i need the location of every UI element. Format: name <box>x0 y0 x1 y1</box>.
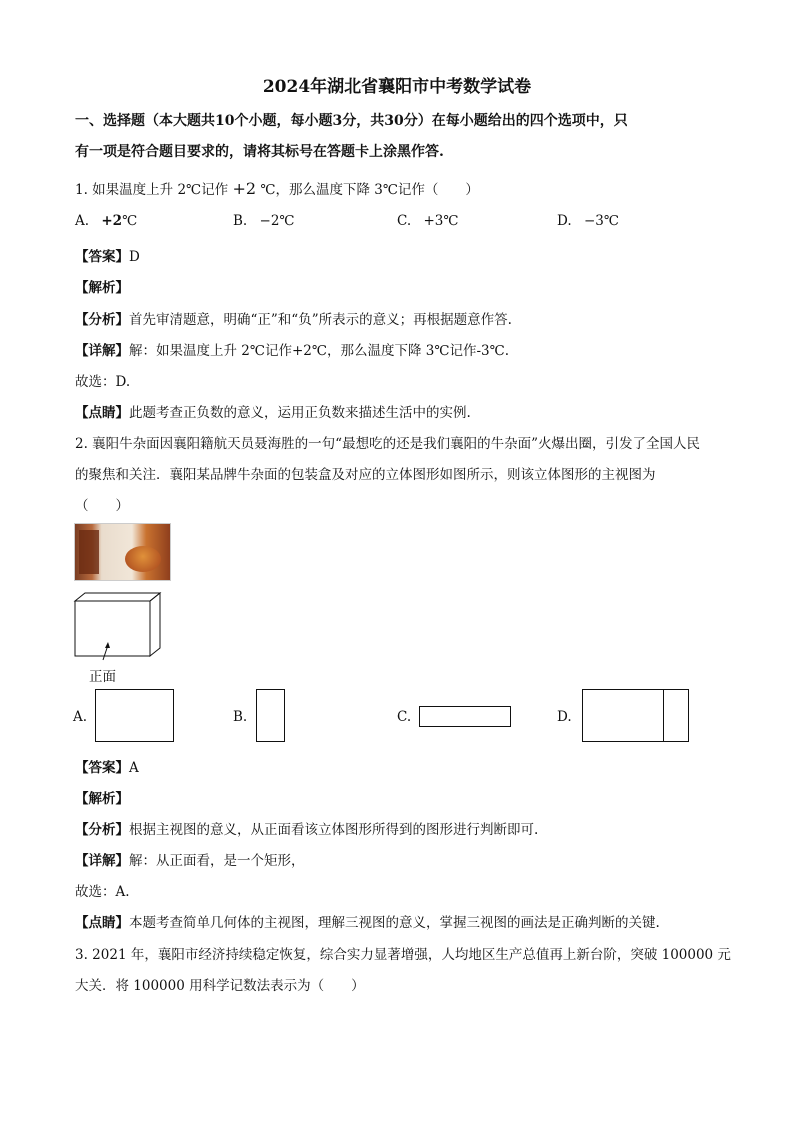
fenxi-text: 根据主视图的意义，从正面看该立体图形所得到的图形进行判断即可. <box>129 822 539 838</box>
xiangjie-tag: 【详解】 <box>75 853 129 869</box>
option-label: C. <box>397 213 412 229</box>
noodle-bowl-image <box>125 546 161 572</box>
option-value: +2 <box>101 213 123 229</box>
answer-value: D <box>129 249 140 265</box>
q2-option-a-label: A. <box>73 709 88 725</box>
q1-fenxi <box>75 308 512 328</box>
q2-dianjing <box>75 911 660 931</box>
cuboid-figure <box>70 590 170 680</box>
dianjing-text: 本题考查简单几何体的主视图，理解三视图的意义，掌握三视图的画法是正确判断的关键. <box>129 915 660 931</box>
noodle-package-photo <box>74 523 171 581</box>
q1-option-c <box>397 213 458 229</box>
q1-stem-part1: 1. 如果温度上升 2℃记作 <box>75 182 229 198</box>
q2-option-b-rectangle <box>256 689 285 742</box>
option-unit: ℃ <box>443 213 459 229</box>
q2-option-d-divider <box>663 690 664 741</box>
q2-xiangjie <box>75 849 305 869</box>
q1-answer <box>75 245 140 265</box>
q2-option-c-label: C. <box>397 709 412 725</box>
q2-option-c-rectangle <box>419 706 511 727</box>
q2-option-a-rectangle <box>95 689 174 742</box>
q1-stem <box>75 178 479 198</box>
q1-analysis-tag: 【解析】 <box>75 280 129 296</box>
option-label: A. <box>75 213 90 229</box>
q2-guxuan: 故选：A. <box>75 884 130 900</box>
section-header-line2: 有一项是符合题目要求的，请将其标号在答题卡上涂黑作答. <box>75 144 444 160</box>
q2-option-b-label: B. <box>233 709 248 725</box>
answer-tag: 【答案】 <box>75 760 129 776</box>
fenxi-tag: 【分析】 <box>75 312 129 328</box>
dianjing-text: 此题考查正负数的意义，运用正负数来描述生活中的实例. <box>129 405 471 421</box>
dianjing-tag: 【点睛】 <box>75 405 129 421</box>
q3-stem-line1: 3. 2021 年，襄阳市经济持续稳定恢复，综合实力显著增强，人均地区生产总值再上新台阶，突破 100000 元 <box>75 947 731 963</box>
option-label: D. <box>557 213 572 229</box>
q2-answer <box>75 756 139 776</box>
fenxi-text: 首先审清题意，明确“正”和“负”所表示的意义；再根据题意作答. <box>129 312 512 328</box>
q1-xiangjie <box>75 339 509 359</box>
fenxi-tag: 【分析】 <box>75 822 129 838</box>
option-unit: ℃ <box>603 213 619 229</box>
q1-guxuan: 故选：D. <box>75 374 131 390</box>
option-unit: ℃ <box>122 213 138 229</box>
q3-stem-line2: 大关．将 100000 用科学记数法表示为（ ） <box>75 978 365 994</box>
q2-stem-line1: 2. 襄阳牛杂面因襄阳籍航天员聂海胜的一句“最想吃的还是我们襄阳的牛杂面”火爆出圈，引发了全国人民 <box>75 436 700 452</box>
q1-dianjing <box>75 401 471 421</box>
q1-option-b <box>233 213 295 229</box>
q1-option-a <box>75 213 137 229</box>
option-value: +3 <box>423 213 444 229</box>
front-label: 正面 <box>89 669 116 685</box>
q2-fenxi <box>75 818 538 838</box>
section-header-line1: 一、选择题（本大题共10个小题，每小题3分，共30分）在每小题给出的四个选项中，只 <box>75 113 628 129</box>
answer-value: A <box>129 760 139 776</box>
q2-option-d-label: D. <box>557 709 572 725</box>
option-unit: ℃ <box>279 213 295 229</box>
package-text-block <box>79 530 99 574</box>
q2-stem-line2: 的聚焦和关注．襄阳某品牌牛杂面的包装盒及对应的立体图形如图所示，则该立体图形的主视图为 <box>75 467 656 483</box>
q2-option-d-rectangle <box>582 689 689 742</box>
q2-stem-line3: （ ） <box>75 498 129 514</box>
dianjing-tag: 【点睛】 <box>75 915 129 931</box>
q1-stem-value: +2 <box>232 179 257 198</box>
option-value: −2 <box>259 213 280 229</box>
xiangjie-text: 解：如果温度上升 2℃记作+2℃，那么温度下降 3℃记作-3℃. <box>129 343 510 359</box>
option-label: B. <box>233 213 248 229</box>
q1-stem-part2: ℃，那么温度下降 3℃记作（ ） <box>260 182 479 198</box>
xiangjie-text: 解：从正面看，是一个矩形， <box>129 853 305 869</box>
option-value: −3 <box>583 213 604 229</box>
q2-analysis-tag: 【解析】 <box>75 791 129 807</box>
xiangjie-tag: 【详解】 <box>75 343 129 359</box>
q1-option-d <box>557 213 619 229</box>
answer-tag: 【答案】 <box>75 249 129 265</box>
page-title: 2024年湖北省襄阳市中考数学试卷 <box>262 77 532 97</box>
